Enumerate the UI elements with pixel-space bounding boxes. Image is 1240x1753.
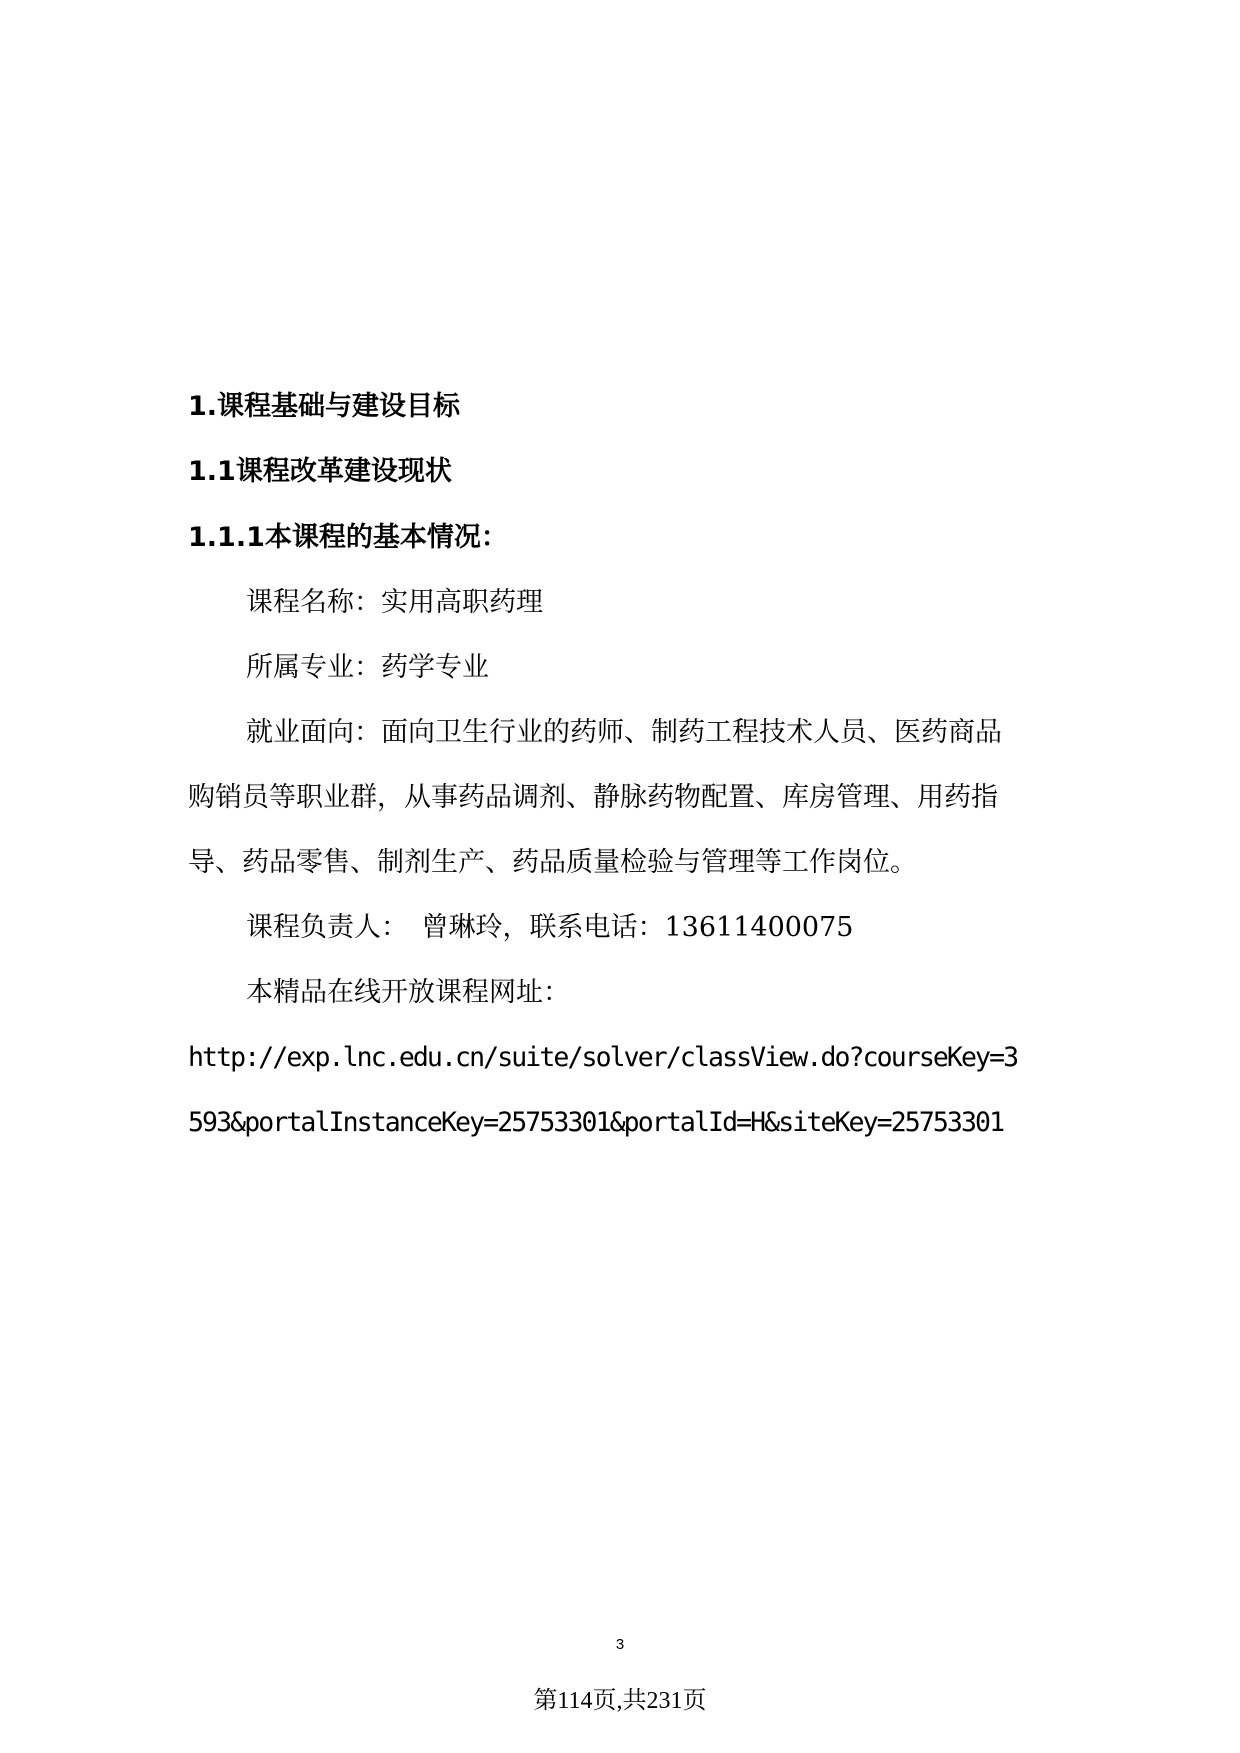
course-url-label: 本精品在线开放课程网址：	[246, 977, 570, 1008]
employment-line-3: 导、药品零售、制剂生产、药品质量检验与管理等工作岗位。	[188, 847, 917, 878]
page-of-total: 第114页,共231页	[533, 1688, 707, 1714]
employment-line-1: 就业面向：面向卫生行业的药师、制药工程技术人员、医药商品	[246, 717, 1002, 748]
course-url-line-1[interactable]: http://exp.lnc.edu.cn/suite/solver/classView.do?courseKey=3	[188, 1042, 1018, 1073]
section-heading-1: 1.课程基础与建设目标	[188, 391, 461, 422]
page-number: 3	[615, 1636, 625, 1653]
course-leader-line: 课程负责人： 曾琳玲，联系电话：13611400075	[246, 912, 854, 943]
course-url-line-2[interactable]: 593&portalInstanceKey=25753301&portalId=H&siteKey=25753301	[188, 1107, 1004, 1138]
course-major-line: 所属专业：药学专业	[246, 652, 489, 683]
section-heading-1-1-1: 1.1.1本课程的基本情况：	[188, 522, 508, 553]
employment-line-2: 购销员等职业群，从事药品调剂、静脉药物配置、库房管理、用药指	[188, 782, 998, 813]
course-name-line: 课程名称：实用高职药理	[246, 587, 543, 618]
section-heading-1-1: 1.1课程改革建设现状	[188, 456, 452, 487]
